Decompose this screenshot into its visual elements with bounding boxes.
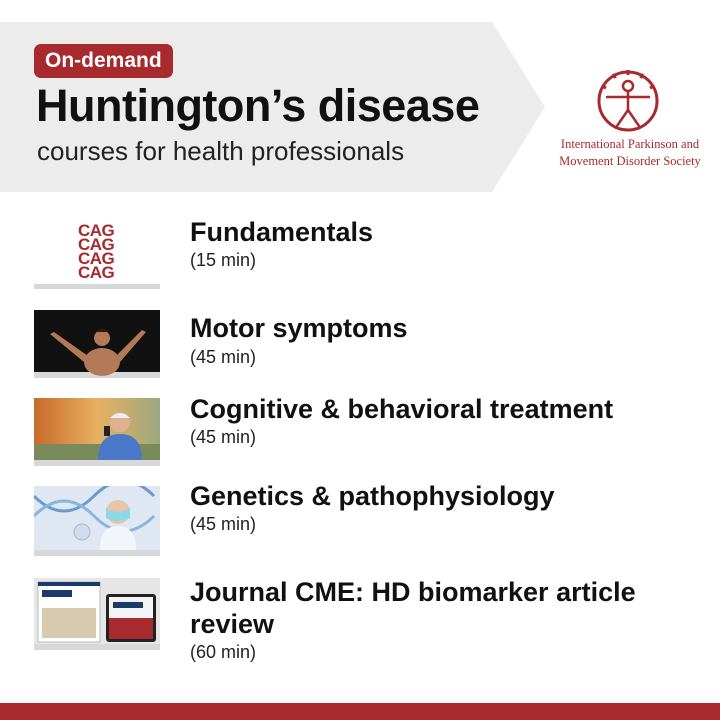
- course-title[interactable]: Genetics & pathophysiology: [190, 481, 555, 511]
- course-duration: (45 min): [190, 347, 257, 367]
- cag-repeat-thumbnail: [34, 210, 160, 290]
- society-name-line1: International Parkinson and: [560, 137, 700, 151]
- course-item-genetics-pathophysiology[interactable]: [0, 481, 720, 558]
- cag-line: CAG: [78, 235, 115, 254]
- course-title-line2: review: [190, 609, 275, 639]
- course-title[interactable]: Cognitive & behavioral treatment: [190, 394, 614, 424]
- elderly-man-phone-photo: [34, 398, 160, 466]
- footer-bar: [0, 703, 720, 720]
- society-logo[interactable]: [555, 68, 705, 178]
- course-item-journal-cme[interactable]: [0, 578, 720, 668]
- course-duration: (60 min): [190, 642, 257, 662]
- course-item-cognitive-behavioral[interactable]: [0, 394, 720, 468]
- man-arms-raised-photo: [34, 310, 160, 378]
- course-title[interactable]: Fundamentals: [190, 217, 374, 247]
- course-item-fundamentals[interactable]: [0, 210, 720, 295]
- vitruvian-man-icon: [595, 68, 661, 134]
- course-title-line1: Journal CME: HD biomarker article: [190, 577, 636, 607]
- society-name-line2: Movement Disorder Society: [559, 154, 701, 168]
- cag-repeat-text: [78, 221, 148, 282]
- on-demand-badge: On-demand: [34, 44, 173, 78]
- course-duration: (15 min): [190, 250, 257, 270]
- course-item-motor-symptoms[interactable]: [0, 310, 720, 380]
- scientist-dna-photo: [34, 486, 160, 556]
- journal-covers-photo: [34, 578, 160, 650]
- course-duration: (45 min): [190, 514, 257, 534]
- cag-line: CAG: [78, 249, 115, 268]
- course-duration: (45 min): [190, 427, 257, 447]
- society-name: [555, 136, 705, 170]
- page-subtitle: courses for health professionals: [37, 136, 405, 166]
- thumb-divider: [34, 284, 160, 289]
- course-title[interactable]: Motor symptoms: [190, 313, 408, 343]
- cag-line: CAG: [78, 263, 115, 282]
- page-title: Huntington’s disease: [36, 80, 480, 131]
- cag-line: CAG: [78, 221, 115, 240]
- course-title[interactable]: [190, 576, 690, 640]
